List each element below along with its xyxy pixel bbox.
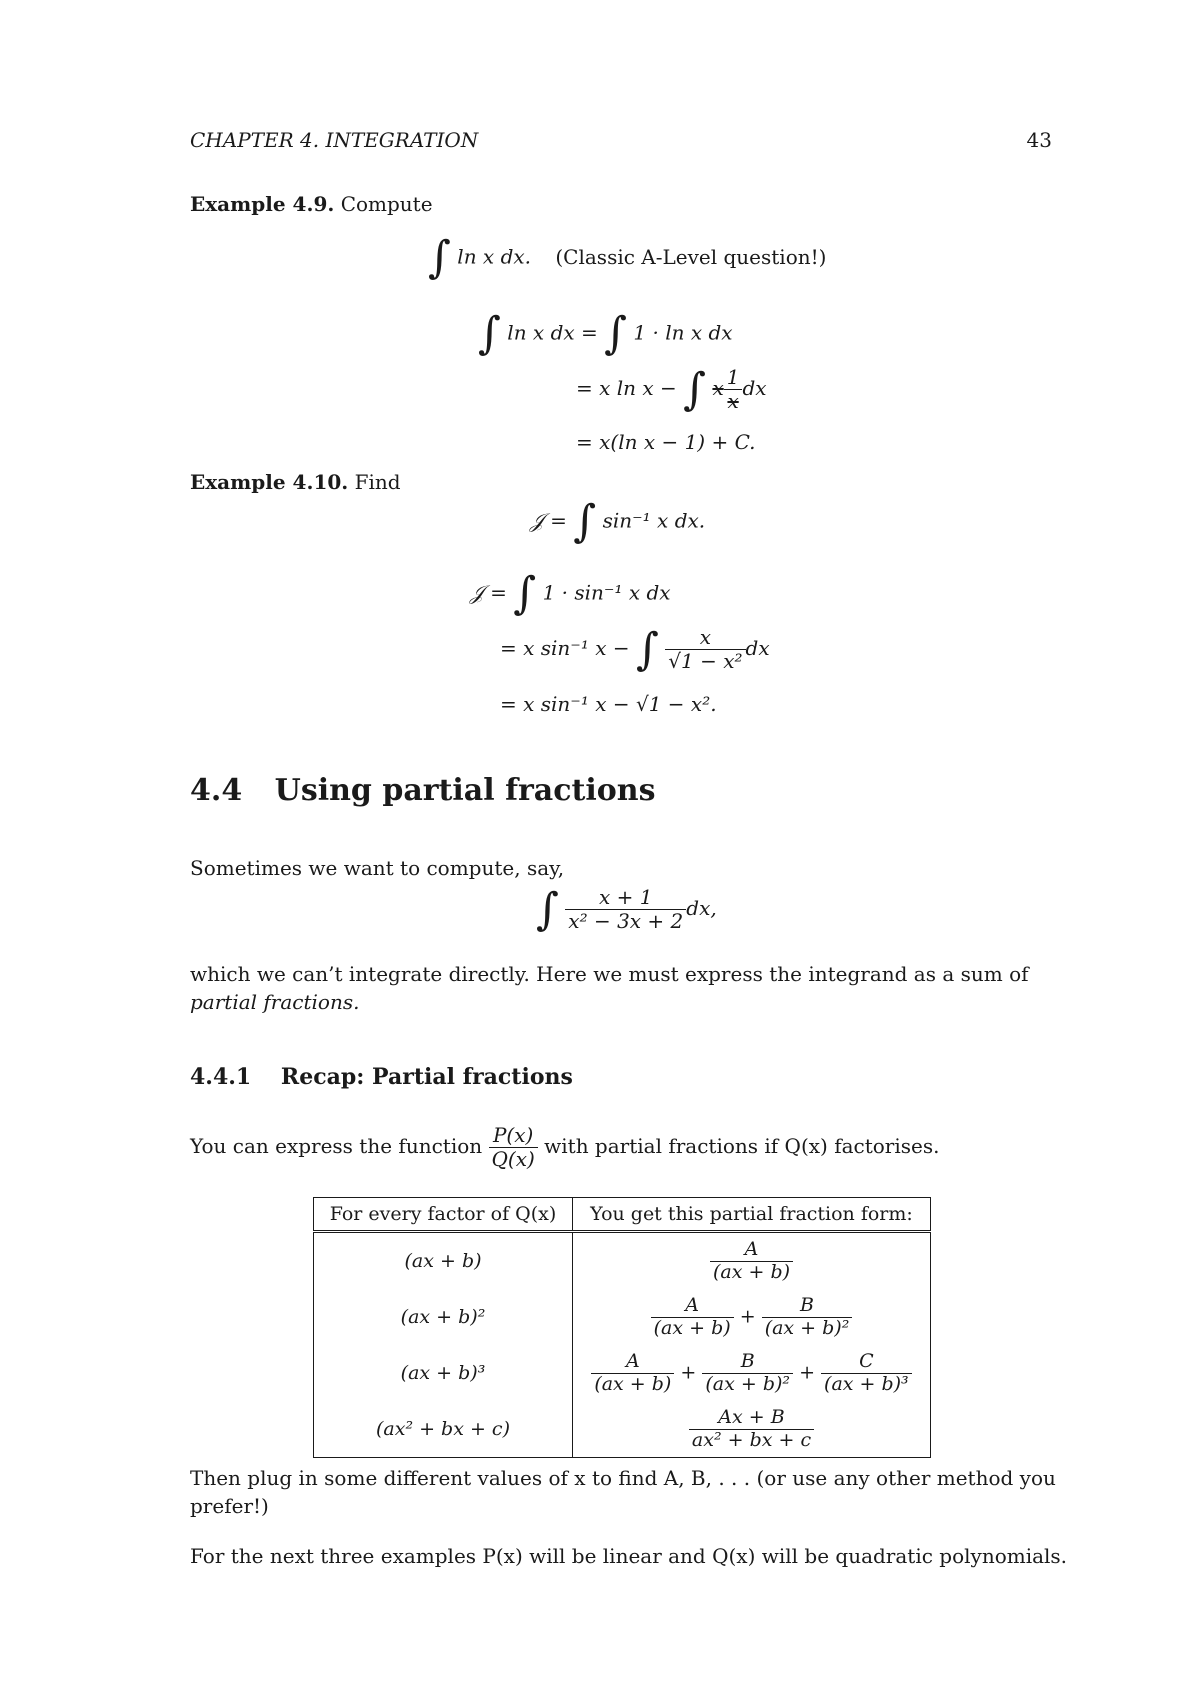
table-cell-factor: (ax + b) <box>314 1232 573 1290</box>
fraction-numerator: Ax + B <box>689 1407 814 1430</box>
step-lhs: ln x dx = <box>507 320 598 345</box>
integral-sign: ∫ <box>604 308 628 359</box>
fraction-denominator: (ax + b) <box>712 1260 791 1283</box>
emphasis: partial <box>190 990 258 1014</box>
table-row <box>314 1232 931 1290</box>
section-title: Using partial fractions <box>274 773 656 808</box>
example-intro: Find <box>354 470 401 494</box>
fraction-denominator: (ax + b)² <box>764 1316 850 1339</box>
paragraph-line: prefer!) <box>190 1494 269 1518</box>
table-header: You get this partial fraction form: <box>573 1198 931 1232</box>
fraction <box>665 626 745 673</box>
fraction-denominator: ax² + bx + c <box>691 1428 812 1451</box>
paragraph-text: with partial fractions if Q(x) factorises. <box>544 1134 940 1158</box>
paragraph-line: Then plug in some different values of x to find A, B, . . . (or use any other method you <box>190 1466 1056 1490</box>
fraction <box>762 1295 853 1340</box>
step-rhs: 1 · ln x dx <box>633 320 733 345</box>
integrand: ln x dx. <box>457 244 532 269</box>
fraction-denominator: (ax + b) <box>594 1372 672 1395</box>
table-cell-form <box>573 1289 931 1345</box>
table-cell-form <box>573 1345 931 1401</box>
fraction <box>591 1351 674 1396</box>
example-label: Example 4.10. <box>190 470 349 494</box>
fraction <box>565 886 686 933</box>
example-intro: Compute <box>340 192 433 216</box>
integral-sign: ∫ <box>478 308 501 359</box>
definition-integrand: sin⁻¹ x dx. <box>602 508 706 533</box>
table-row <box>314 1401 931 1458</box>
example-label: Example 4.9. <box>190 192 335 216</box>
running-header <box>190 128 1052 152</box>
step-prefix: = x ln x − <box>576 376 677 400</box>
example-4-9-heading <box>190 192 433 216</box>
table-cell-factor: (ax² + bx + c) <box>314 1401 573 1458</box>
integral-sign: ∫ <box>428 232 451 283</box>
subsection-title: Recap: Partial fractions <box>280 1064 573 1090</box>
fraction-numerator: A <box>591 1351 674 1374</box>
ex49-step1 <box>478 308 733 359</box>
chapter-title: CHAPTER 4. INTEGRATION <box>190 128 479 152</box>
example-4-10-heading <box>190 470 401 494</box>
fraction-numerator: 1 <box>724 366 743 390</box>
integral-sign: ∫ <box>536 883 559 935</box>
integral-sign: ∫ <box>635 623 659 675</box>
fraction-denominator: (ax + b) <box>653 1316 731 1339</box>
definition-lhs: 𝒥 = <box>530 508 567 533</box>
table-cell-form <box>573 1232 931 1290</box>
step-rhs: 1 · sin⁻¹ x dx <box>542 580 671 605</box>
fraction <box>702 1351 793 1396</box>
table-cell-form <box>573 1401 931 1458</box>
paragraph-function <box>190 1124 939 1171</box>
table-row <box>314 1345 931 1401</box>
fraction-denominator: x² − 3x + 2 <box>568 909 684 933</box>
fraction-numerator: C <box>821 1351 912 1374</box>
paragraph-next-examples: For the next three examples P(x) will be linear and Q(x) will be quadratic polynomials. <box>190 1544 1068 1568</box>
table-cell-factor: (ax + b)³ <box>314 1345 573 1401</box>
step-prefix: = x sin⁻¹ x − <box>500 636 630 660</box>
ex49-step3: = x(ln x − 1) + C. <box>576 430 756 454</box>
fraction-numerator: B <box>762 1295 853 1318</box>
table-header-row <box>314 1198 931 1232</box>
integral-suffix: dx, <box>686 896 717 920</box>
ex410-definition <box>530 496 706 547</box>
fraction <box>710 1239 793 1284</box>
fraction <box>689 1407 814 1452</box>
page-number: 43 <box>1026 128 1052 152</box>
step-suffix: dx <box>742 376 767 400</box>
plus-sign: + <box>680 1361 697 1383</box>
section-number: 4.4 <box>190 773 243 808</box>
step-suffix: dx <box>745 636 770 660</box>
paragraph-partial-fractions <box>190 960 1052 1016</box>
paragraph-text: You can express the function <box>190 1134 483 1158</box>
subsection-heading <box>190 1064 573 1090</box>
fraction-numerator: P(x) <box>489 1124 538 1148</box>
paragraph-text: which we can’t integrate directly. Here we must express the integrand as a sum of <box>190 962 1029 986</box>
integral-sign: ∫ <box>513 568 537 619</box>
subsection-number: 4.4.1 <box>190 1064 252 1090</box>
fraction-numerator: A <box>651 1295 734 1318</box>
paragraph-plug-in <box>190 1464 1056 1520</box>
fraction-numerator: A <box>710 1239 793 1262</box>
ex410-step1 <box>470 568 671 619</box>
table-row <box>314 1289 931 1345</box>
fraction-numerator: x <box>665 626 745 650</box>
integral-sign: ∫ <box>683 363 707 415</box>
example-integral <box>536 883 717 935</box>
fraction <box>651 1295 734 1340</box>
step-lhs: 𝒥 = <box>470 580 507 605</box>
emphasis: fractions. <box>263 990 360 1014</box>
ex49-step2 <box>576 363 767 415</box>
fraction <box>821 1351 912 1396</box>
fraction-denominator: √1 − x² <box>668 649 743 673</box>
ex410-step2 <box>500 623 770 675</box>
note: (Classic A-Level question!) <box>555 244 827 269</box>
ex410-step3: = x sin⁻¹ x − √1 − x². <box>500 692 717 716</box>
plus-sign: + <box>739 1305 756 1327</box>
section-heading <box>190 773 655 808</box>
plus-sign: + <box>799 1361 815 1383</box>
step-factor: x <box>712 376 724 400</box>
integral-sign: ∫ <box>573 496 597 547</box>
fraction-numerator: B <box>702 1351 793 1374</box>
table-header: For every factor of Q(x) <box>314 1198 573 1232</box>
table-cell-factor: (ax + b)² <box>314 1289 573 1345</box>
example-4-9-statement <box>428 232 827 283</box>
fraction-denominator: Q(x) <box>491 1147 535 1171</box>
intro-text: Sometimes we want to compute, say, <box>190 856 565 880</box>
fraction-numerator: x + 1 <box>565 886 686 910</box>
fraction <box>724 366 743 413</box>
fraction <box>489 1124 538 1171</box>
fraction-denominator: (ax + b)³ <box>824 1372 909 1395</box>
partial-fractions-table <box>313 1197 931 1458</box>
fraction-denominator: (ax + b)² <box>705 1372 791 1395</box>
fraction-denominator: x <box>727 389 739 413</box>
